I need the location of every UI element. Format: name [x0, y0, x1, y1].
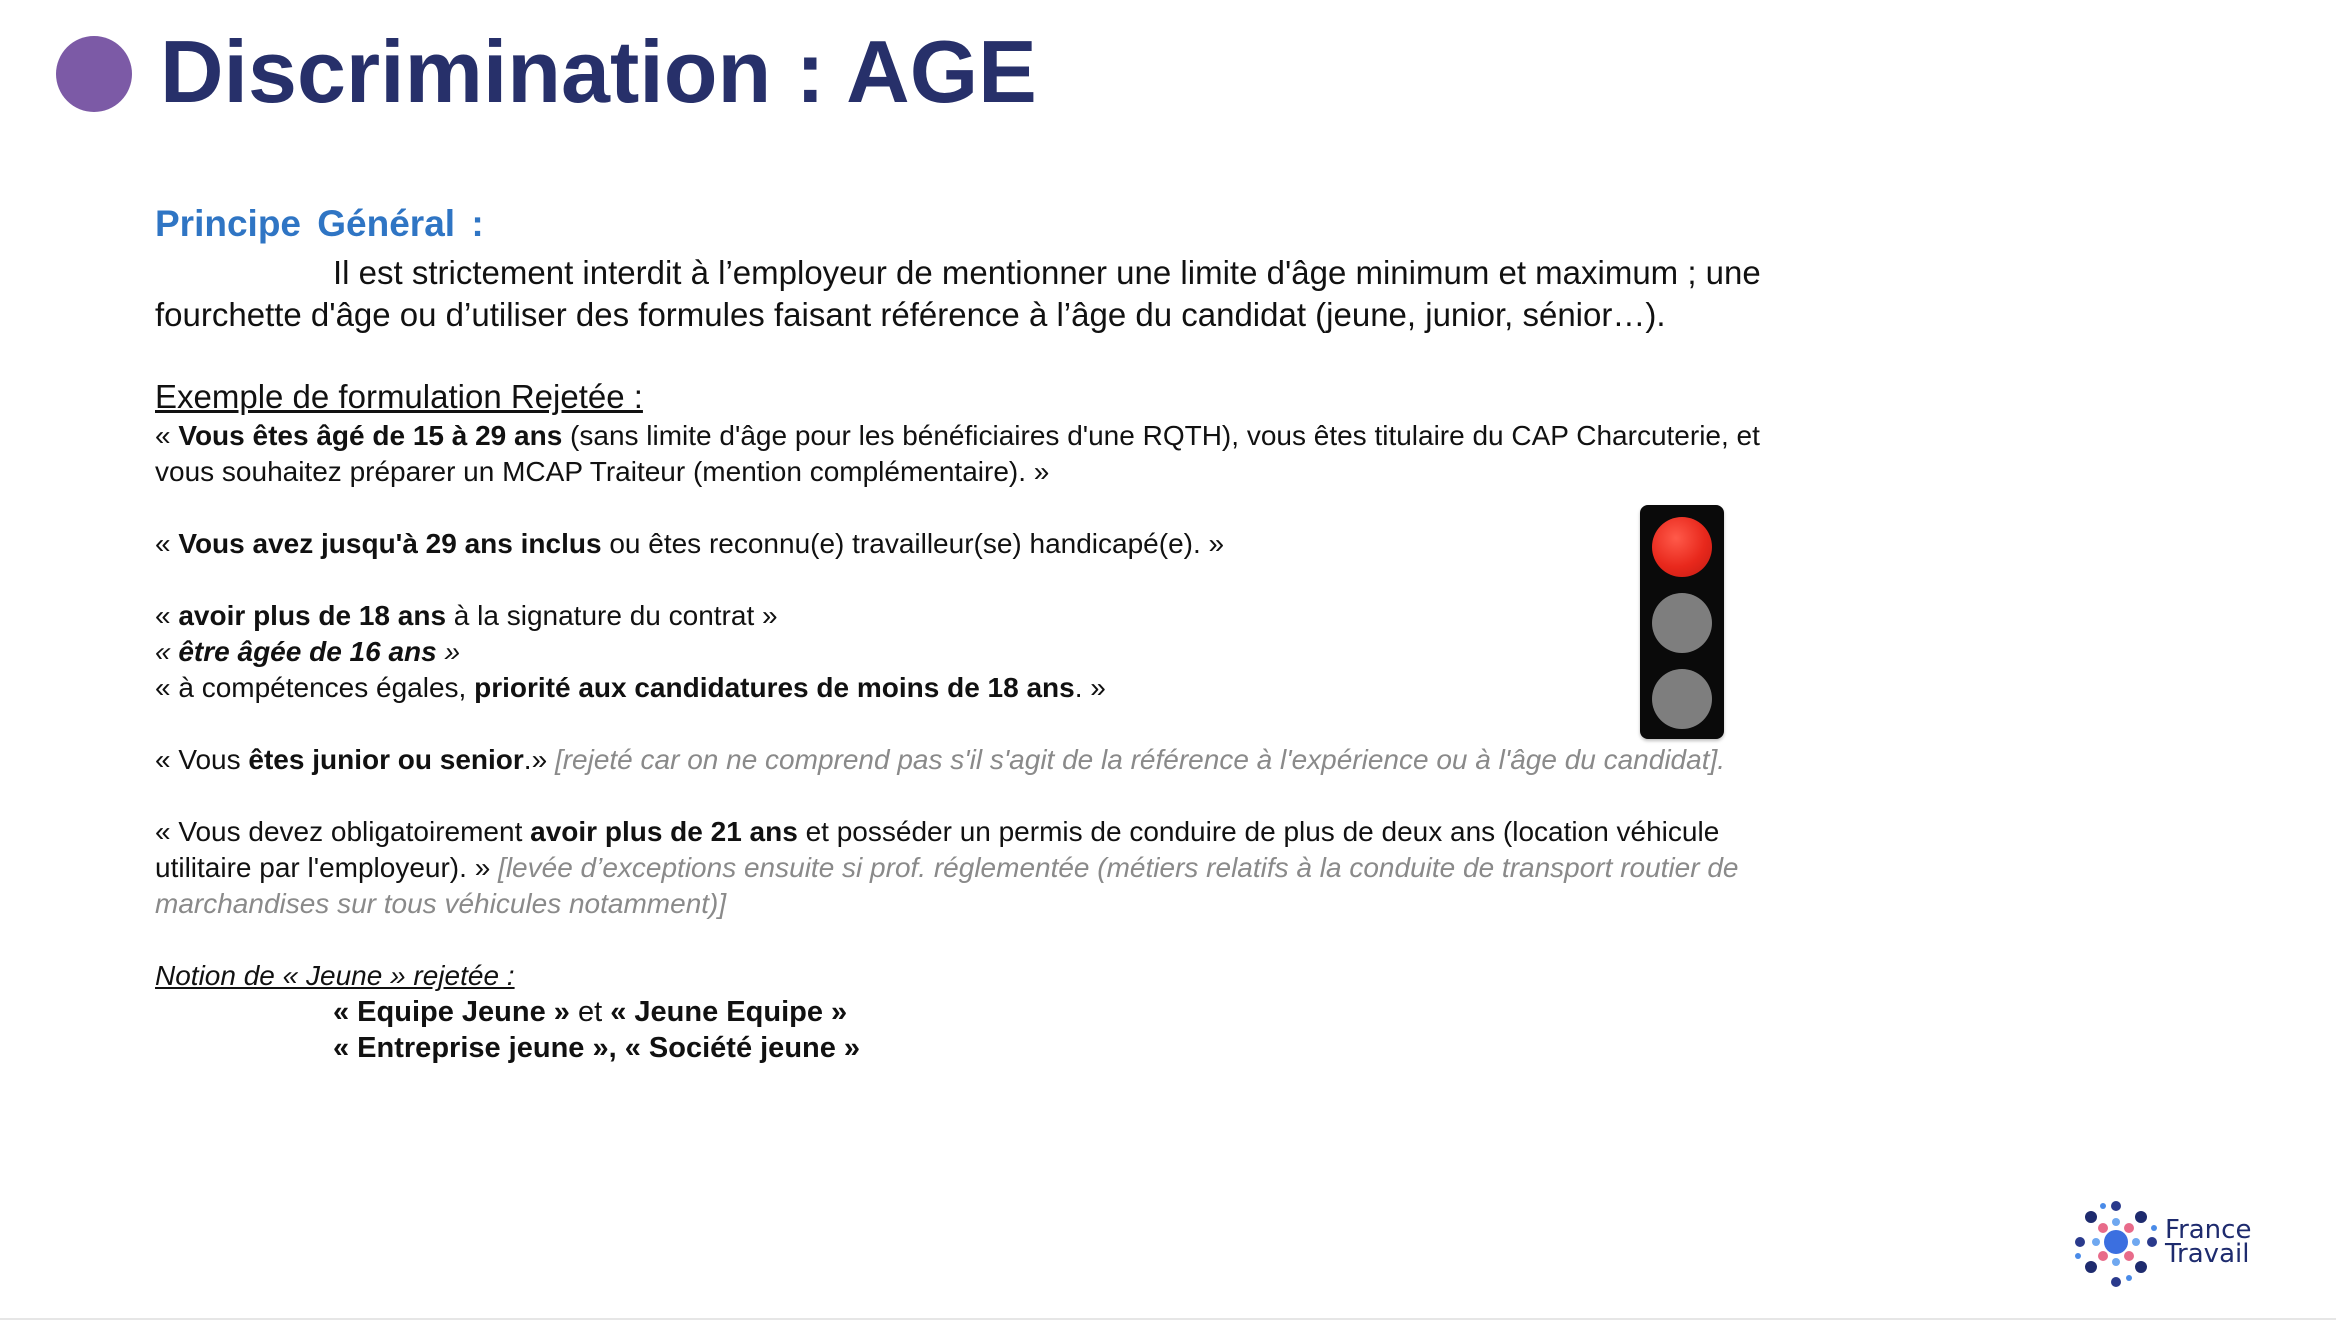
notion-line-2-text: « Entreprise jeune », « Société jeune » [333, 1032, 861, 1064]
example-3 [155, 598, 1775, 634]
example-7-open: « Vous devez obligatoirement [155, 816, 531, 847]
example-6-bold: êtes junior ou senior [248, 744, 524, 775]
notion-line-1-a: « Equipe Jeune » [333, 996, 570, 1028]
traffic-light-red-lamp [1652, 517, 1712, 577]
example-2-rest: ou êtes reconnu(e) travailleur(se) handicapé(e). » [601, 528, 1225, 559]
example-5-rest: . » [1074, 672, 1106, 703]
example-4-bold: être âgée de 16 ans [178, 636, 437, 667]
example-1-open: « [155, 420, 179, 451]
examples-heading: Exemple de formulation Rejetée : [155, 378, 643, 415]
example-6-open: « Vous [155, 744, 249, 775]
example-4 [155, 634, 1775, 670]
example-2-open: « [155, 528, 179, 559]
example-2-bold: Vous avez jusqu'à 29 ans inclus [178, 528, 602, 559]
principle-text: Il est strictement interdit à l’employeur de mentionner une limite d'âge minimum et maximum ; une fourchette d'âge ou d’utiliser des formules faisant référence à l’âge du candidat (jeune, junior, sénior…). [155, 254, 1761, 333]
logo-text-line-2: Travail [2165, 1239, 2250, 1269]
example-4-open: « [155, 636, 179, 667]
france-travail-logo-mark-icon [2070, 1198, 2162, 1290]
example-6-rest: .» [523, 744, 555, 775]
france-travail-logo-text [2165, 1215, 2252, 1269]
notion-line-1-b: et [569, 996, 611, 1028]
notion-line-2 [333, 1030, 1775, 1066]
example-7 [155, 814, 1775, 922]
example-3-bold: avoir plus de 18 ans [178, 600, 447, 631]
example-6-note: [rejeté car on ne comprend pas s'il s'agit de la référence à l'expérience ou à l'âge du candidat]. [554, 744, 1726, 775]
page-title: Discrimination : AGE [160, 22, 1037, 121]
example-1-rest: (sans limite d'âge pour les bénéficiaires d'une RQTH), vous êtes titulaire du CAP Charcuterie, et vous souhaitez préparer un MCAP Traiteur (mention complémentaire). » [155, 420, 1760, 487]
notion-line-1-c: « Jeune Equipe » [610, 996, 848, 1028]
logo-text-line-1: France [2165, 1215, 2252, 1245]
example-7-rest: et posséder un permis de conduire de plus de deux ans (location véhicule utilitaire par l'employeur). » [155, 816, 1720, 883]
notion-line-1 [333, 994, 1775, 1030]
example-3-rest: à la signature du contrat » [446, 600, 778, 631]
example-7-note: [levée d’exceptions ensuite si prof. réglementée (métiers relatifs à la conduite de transport routier de marchandises sur tous véhicules notamment)] [155, 852, 1739, 919]
example-1-bold: Vous êtes âgé de 15 à 29 ans [178, 420, 563, 451]
example-5-open: « à compétences égales, [155, 672, 475, 703]
principle-heading: Principe Général : [155, 203, 484, 244]
example-1 [155, 418, 1775, 490]
traffic-light-green-lamp [1652, 669, 1712, 729]
example-6 [155, 742, 1775, 778]
notion-heading: Notion de « Jeune » rejetée : [155, 960, 515, 991]
example-5 [155, 670, 1775, 706]
france-travail-logo [2070, 1198, 2260, 1290]
traffic-light-amber-lamp [1652, 593, 1712, 653]
example-2 [155, 526, 1775, 562]
example-4-rest: » [436, 636, 461, 667]
example-3-open: « [155, 600, 179, 631]
traffic-light-icon [1640, 505, 1724, 739]
example-7-bold: avoir plus de 21 ans [530, 816, 798, 847]
title-bullet-dot [56, 36, 132, 112]
slide-content [155, 200, 1775, 1066]
example-5-bold: priorité aux candidatures de moins de 18 ans [474, 672, 1075, 703]
